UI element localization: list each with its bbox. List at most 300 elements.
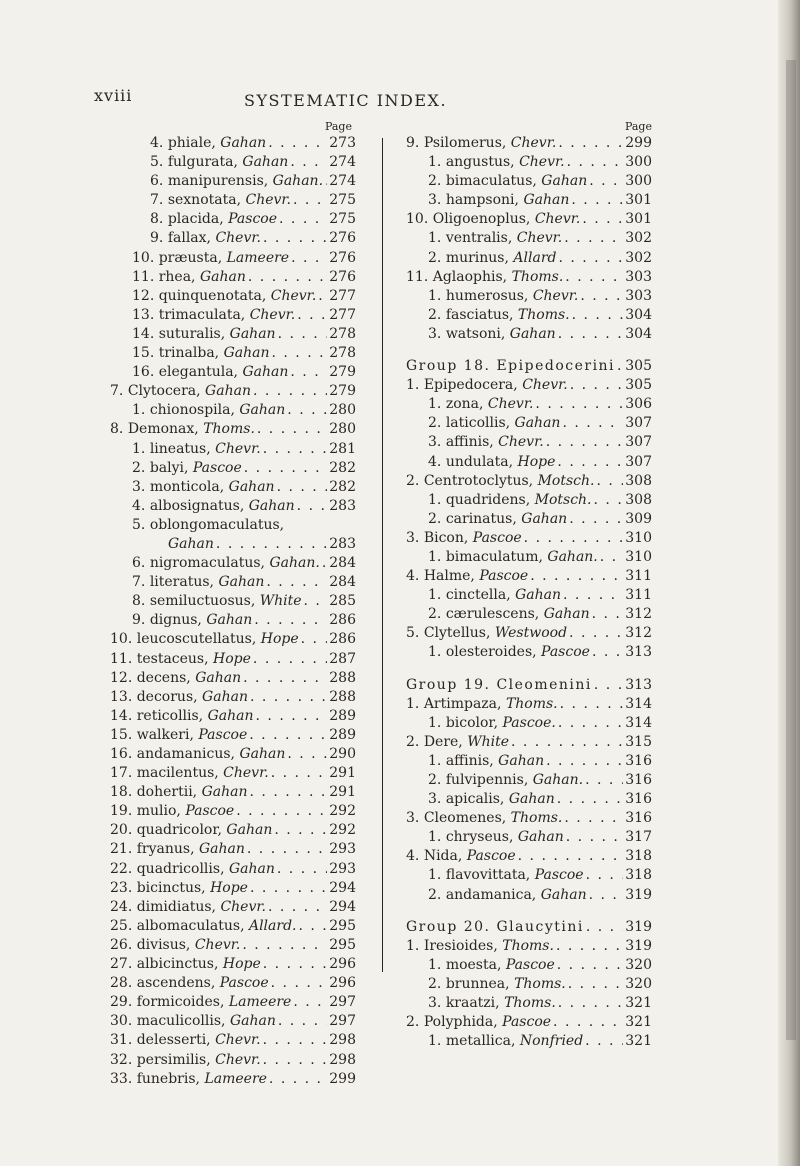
entry-number: 2. [428, 415, 442, 432]
index-entry [110, 172, 356, 191]
entry-number: 1. [428, 287, 442, 304]
taxon-name: elegantula, [158, 364, 239, 381]
index-entry [406, 472, 652, 491]
leader-dots [567, 153, 624, 172]
page-reference: 301 [625, 211, 652, 228]
page-reference: 291 [329, 765, 356, 782]
entry-number: 1. [428, 1033, 442, 1050]
taxon-name: andamanica, [445, 886, 537, 903]
taxon-author: Thoms. [514, 975, 566, 992]
index-entry [110, 974, 356, 993]
taxon-author: Gahan [541, 173, 588, 190]
page-reference: 280 [329, 421, 356, 438]
taxon-author: Gahan. [532, 772, 584, 788]
taxon-name: Cleomenes, [423, 810, 507, 827]
page-reference: 279 [329, 383, 356, 400]
index-entry [406, 994, 652, 1013]
entry-number: 20. [110, 822, 133, 839]
leader-dots [271, 974, 328, 993]
page-reference: 277 [329, 306, 356, 323]
taxon-name: Dere, [423, 733, 463, 750]
taxon-name: carinatus, [445, 510, 517, 527]
index-entry [406, 268, 652, 287]
leader-dots [566, 828, 623, 847]
leader-dots [274, 821, 327, 840]
index-entry [110, 688, 356, 707]
taxon-author: Thoms. [511, 268, 564, 285]
taxon-name: dignus, [149, 612, 202, 629]
index-entry [406, 828, 652, 847]
index-entry [110, 153, 356, 172]
taxon-author: Chevr. [498, 434, 544, 451]
index-entry [406, 643, 652, 662]
entry-number: 10. [110, 631, 133, 648]
index-entry [110, 745, 356, 764]
entry-number: 16. [132, 364, 155, 381]
taxon-author: Chevr. [215, 1051, 261, 1068]
taxon-name: funebris, [136, 1070, 200, 1087]
entry-number: 11. [406, 268, 429, 285]
entry-number: 7. [110, 383, 124, 400]
taxon-name: andamanicus, [136, 746, 235, 762]
page-reference: 288 [329, 669, 356, 686]
index-entry [110, 707, 356, 726]
taxon-author: Hope [260, 631, 299, 648]
entry-number: 12. [110, 669, 133, 686]
leader-dots [557, 790, 624, 809]
taxon-author: Chevr. [522, 377, 568, 394]
leader-dots [268, 898, 327, 917]
taxon-author: Gahan [523, 192, 570, 209]
taxon-author: Chevr. [220, 898, 266, 915]
taxon-author: Gahan [498, 752, 545, 769]
page-reference: 291 [329, 784, 356, 801]
index-group-heading [406, 357, 652, 376]
taxon-name: trinalba, [158, 345, 220, 362]
leader-dots [546, 752, 623, 771]
taxon-author: Pascoe [502, 1014, 552, 1031]
taxon-name: formicoides, [136, 994, 225, 1011]
leader-dots [585, 771, 623, 790]
index-group-heading [406, 676, 652, 695]
index-entry [110, 134, 356, 153]
entry-number: 1. [428, 867, 442, 884]
index-entry [406, 624, 652, 643]
entry-number: 2. [428, 249, 442, 266]
entry-number: 13. [132, 306, 155, 323]
leader-dots [558, 714, 623, 733]
leader-dots [253, 650, 327, 669]
leader-dots [216, 535, 327, 554]
index-entry [110, 554, 356, 573]
index-entry [110, 840, 356, 859]
leader-dots [558, 134, 623, 153]
index-entry [110, 611, 356, 630]
page-reference: 296 [329, 956, 356, 973]
index-entry [110, 306, 356, 325]
entry-number: 4. [150, 135, 164, 151]
index-entry [110, 1070, 356, 1089]
index-entry [406, 210, 652, 229]
entry-number: 19. [110, 803, 133, 820]
page-reference: 316 [625, 810, 652, 827]
taxon-name: Nida, [423, 848, 463, 865]
index-entry [110, 249, 356, 268]
page-reference: 273 [329, 135, 356, 151]
page-reference: 298 [329, 1051, 356, 1068]
index-spacer [406, 905, 652, 918]
page-reference: 307 [625, 434, 652, 451]
page-reference: 274 [329, 173, 356, 190]
page-reference: 321 [625, 1014, 652, 1031]
entry-number: 3. [428, 434, 442, 451]
taxon-author: Gahan [228, 478, 275, 495]
taxon-name: literatus, [149, 574, 214, 591]
taxon-name: testaceus, [136, 650, 209, 667]
page-reference: 299 [329, 1070, 356, 1087]
leader-dots [568, 975, 624, 994]
leader-dots [592, 605, 624, 624]
page-reference: 320 [625, 975, 652, 992]
leader-dots [256, 707, 328, 726]
index-entry [110, 573, 356, 592]
taxon-name: humerosus, [445, 287, 529, 304]
index-entry [406, 153, 652, 172]
page-reference: 286 [329, 631, 356, 648]
entry-number: 1. [428, 644, 442, 661]
index-entry [110, 210, 356, 229]
taxon-name: fasciatus, [445, 306, 514, 323]
page-reference: 304 [625, 325, 652, 342]
taxon-name: leucoscutellatus, [136, 631, 257, 648]
index-entry [110, 1012, 356, 1031]
entry-number: 2. [428, 173, 442, 190]
entry-number: 8. [150, 211, 164, 228]
page-reference: 319 [625, 937, 652, 954]
page-reference: 297 [329, 1013, 356, 1030]
entry-number: 2. [428, 306, 442, 323]
page-reference: 312 [625, 625, 652, 642]
taxon-author: Gahan [168, 535, 214, 552]
leader-dots [560, 695, 624, 714]
taxon-name: angustus, [445, 154, 515, 171]
index-entry [406, 733, 652, 752]
page-reference: 289 [329, 726, 356, 743]
index-entry [110, 898, 356, 917]
entry-number: 6. [132, 555, 146, 572]
taxon-name: Polyphida, [423, 1014, 498, 1031]
entry-number: 7. [150, 192, 164, 209]
entry-number: 1. [428, 829, 442, 846]
leader-dots [322, 554, 327, 573]
taxon-name: balyi, [149, 459, 189, 476]
index-entry [110, 325, 356, 344]
index-group-heading [406, 918, 652, 937]
taxon-author: Gahan [223, 345, 270, 362]
index-entry [406, 548, 652, 567]
taxon-name: præusta, [158, 249, 223, 266]
taxon-author: Gahan [239, 746, 286, 762]
page-reference: 276 [329, 249, 356, 266]
entry-number: 1. [428, 230, 442, 247]
taxon-author: Thoms. [502, 937, 554, 954]
index-entry [406, 287, 652, 306]
page-reference: 277 [329, 287, 356, 304]
taxon-name: quinquenotata, [158, 287, 267, 304]
page-reference: 309 [625, 510, 652, 527]
taxon-author: Thoms. [505, 695, 558, 712]
taxon-author: Chevr. [516, 230, 563, 247]
taxon-name: laticollis, [445, 415, 511, 432]
taxon-author: Pascoe [228, 211, 278, 228]
leader-dots [268, 134, 327, 153]
leader-dots [511, 733, 623, 752]
index-entry [406, 491, 652, 510]
taxon-author: Gahan [509, 325, 556, 342]
page-reference: 286 [329, 612, 356, 629]
leader-dots [518, 847, 624, 866]
entry-number: 27. [110, 956, 133, 973]
taxon-name: fryanus, [136, 841, 195, 858]
entry-number: 1. [132, 440, 146, 457]
taxon-author: Pascoe [534, 867, 584, 884]
taxon-name: Artimpaza, [423, 695, 502, 712]
leader-dots [278, 1012, 327, 1031]
taxon-name: affinis, [445, 752, 494, 769]
taxon-name: Oligoenoplus, [432, 211, 531, 228]
taxon-name: metallica, [445, 1033, 516, 1050]
leader-dots [582, 210, 623, 229]
leader-dots [266, 573, 327, 592]
entry-number: 29. [110, 994, 133, 1011]
page-reference: 305 [625, 358, 652, 375]
leader-dots [585, 1032, 623, 1051]
page-reference: 317 [625, 829, 652, 846]
index-entry [406, 134, 652, 153]
taxon-name: apicalis, [445, 791, 505, 808]
page-reference: 310 [625, 548, 652, 565]
page-reference: 290 [329, 746, 356, 762]
taxon-author: Gahan [201, 784, 248, 801]
index-entry [110, 764, 356, 783]
taxon-name: chryseus, [445, 829, 514, 846]
taxon-name: nigromaculatus, [149, 555, 265, 572]
page-reference: 316 [625, 791, 652, 808]
page-reference: 294 [329, 879, 356, 896]
taxon-name: Iresioides, [423, 937, 498, 954]
entry-number: 1. [428, 154, 442, 171]
taxon-author: Gahan [207, 707, 254, 724]
taxon-name: placida, [167, 211, 224, 228]
leader-dots [301, 630, 328, 649]
entry-number: 3. [406, 810, 420, 827]
entry-number: 31. [110, 1032, 133, 1049]
taxon-name: oblongomaculatus, [149, 516, 285, 533]
entry-number: 11. [110, 650, 133, 667]
leader-dots [290, 363, 327, 382]
taxon-author: Chevr. [487, 396, 534, 413]
entry-number: 21. [110, 841, 133, 858]
taxon-name: maculicollis, [136, 1013, 226, 1030]
leader-dots [272, 344, 328, 363]
entry-number: 28. [110, 975, 133, 992]
taxon-name: phiale, [167, 135, 216, 151]
taxon-author: Thoms. [203, 421, 255, 438]
leader-dots [557, 453, 623, 472]
taxon-name: decens, [136, 669, 191, 686]
index-entry [406, 847, 652, 866]
leader-dots [569, 510, 623, 529]
entry-number: 16. [110, 746, 133, 762]
taxon-author: Pascoe [219, 975, 269, 992]
leader-dots [586, 866, 624, 885]
index-entry [110, 592, 356, 611]
page-reference: 284 [329, 574, 356, 591]
leader-dots [291, 249, 327, 268]
index-entry [110, 955, 356, 974]
taxon-name: Centrotoclytus, [423, 472, 534, 489]
index-entry [110, 1051, 356, 1070]
index-entry [406, 605, 652, 624]
entry-number: 3. [428, 192, 442, 209]
leader-dots [250, 879, 327, 898]
taxon-author: Pascoe. [502, 714, 556, 731]
page-reference: 306 [625, 396, 652, 413]
entry-number: 2. [428, 772, 442, 788]
leader-dots [287, 745, 327, 764]
index-entry [406, 172, 652, 191]
entry-number: 1. [428, 714, 442, 731]
leader-dots [580, 287, 623, 306]
taxon-name: hampsoni, [445, 192, 519, 209]
taxon-name: Aglaophis, [432, 268, 508, 285]
taxon-name: delesserti, [136, 1032, 211, 1049]
index-entry [110, 802, 356, 821]
page-number-roman: xviii [94, 86, 133, 105]
taxon-author: Gahan [229, 1013, 276, 1030]
page-reference: 314 [625, 714, 652, 731]
leader-dots [277, 478, 328, 497]
index-entry [406, 886, 652, 905]
taxon-author: Chevr. [519, 154, 565, 171]
group-title: Group 20. Glaucytini [406, 918, 584, 935]
page-reference: 301 [625, 192, 652, 209]
leader-dots [263, 1051, 328, 1070]
taxon-author: Gahan [242, 154, 289, 171]
entry-number: 1. [428, 956, 442, 973]
page-edge-shadow [778, 0, 800, 1166]
entry-number: 23. [110, 879, 133, 896]
index-entry [110, 936, 356, 955]
entry-number: 9. [150, 230, 164, 247]
taxon-author: Chevr. [223, 765, 269, 782]
index-entry [406, 453, 652, 472]
leader-dots [248, 268, 327, 287]
page-reference: 285 [329, 593, 356, 610]
entry-number: 30. [110, 1013, 133, 1030]
index-entry [110, 726, 356, 745]
page-reference: 319 [625, 918, 652, 935]
taxon-author: Chevr. [510, 135, 557, 151]
entry-number: 3. [428, 791, 442, 808]
page-reference: 311 [625, 587, 652, 604]
leader-dots [563, 586, 623, 605]
taxon-author: Gahan [515, 587, 562, 604]
leader-dots [589, 172, 623, 191]
leader-dots [249, 726, 327, 745]
page-reference: 308 [625, 491, 652, 508]
taxon-author: Pascoe [505, 956, 555, 973]
taxon-name: chionospila, [149, 402, 235, 419]
entry-number: 4. [406, 848, 420, 865]
taxon-name: reticollis, [136, 707, 204, 724]
leader-dots [318, 287, 327, 306]
index-entry [110, 1031, 356, 1050]
taxon-name: murinus, [445, 249, 509, 266]
page-column-label: Page [324, 120, 352, 133]
index-entry [110, 630, 356, 649]
entry-number: 3. [428, 325, 442, 342]
entry-number: 1. [132, 402, 146, 419]
leader-dots [299, 917, 328, 936]
taxon-author: Gahan [248, 497, 295, 514]
index-entry [406, 510, 652, 529]
index-column-right [406, 120, 652, 1051]
entry-number: 11. [132, 268, 155, 285]
taxon-author: Pascoe [541, 644, 590, 661]
taxon-author: Gahan [220, 135, 267, 151]
taxon-name: cærulescens, [445, 606, 540, 623]
taxon-name: albicinctus, [136, 956, 219, 973]
taxon-author: Chevr. [215, 440, 261, 457]
index-entry [110, 191, 356, 210]
page-reference: 282 [329, 478, 356, 495]
entry-number: 4. [428, 453, 442, 470]
index-entry [110, 783, 356, 802]
leader-dots [243, 669, 327, 688]
page-reference: 284 [329, 555, 356, 572]
taxon-name: semiluctuosus, [149, 593, 256, 610]
taxon-author: Gahan [206, 612, 253, 629]
leader-dots [589, 886, 624, 905]
page-reference: 307 [625, 453, 652, 470]
taxon-name: quadridens, [445, 491, 531, 508]
index-entry [110, 516, 356, 535]
taxon-name: persimilis, [136, 1051, 211, 1068]
taxon-author: Gahan [508, 791, 555, 808]
leader-dots [297, 497, 328, 516]
taxon-name: decorus, [136, 688, 198, 705]
page-reference: 321 [625, 1033, 652, 1050]
leader-dots [263, 955, 327, 974]
leader-dots [304, 592, 328, 611]
taxon-author: Gahan [195, 669, 242, 686]
taxon-name: dimidiatus, [136, 898, 216, 915]
leader-dots [263, 440, 328, 459]
taxon-name: walkeri, [136, 726, 194, 743]
page-reference: 300 [625, 154, 652, 171]
leader-dots [562, 414, 623, 433]
page-reference: 310 [625, 529, 652, 546]
entry-number: 15. [132, 345, 155, 362]
entry-number: 15. [110, 726, 133, 743]
page-reference: 297 [329, 994, 356, 1011]
index-entry [110, 917, 356, 936]
entry-number: 3. [132, 478, 146, 495]
page-reference: 294 [329, 898, 356, 915]
index-entry [406, 414, 652, 433]
taxon-author: Pascoe [198, 726, 248, 743]
